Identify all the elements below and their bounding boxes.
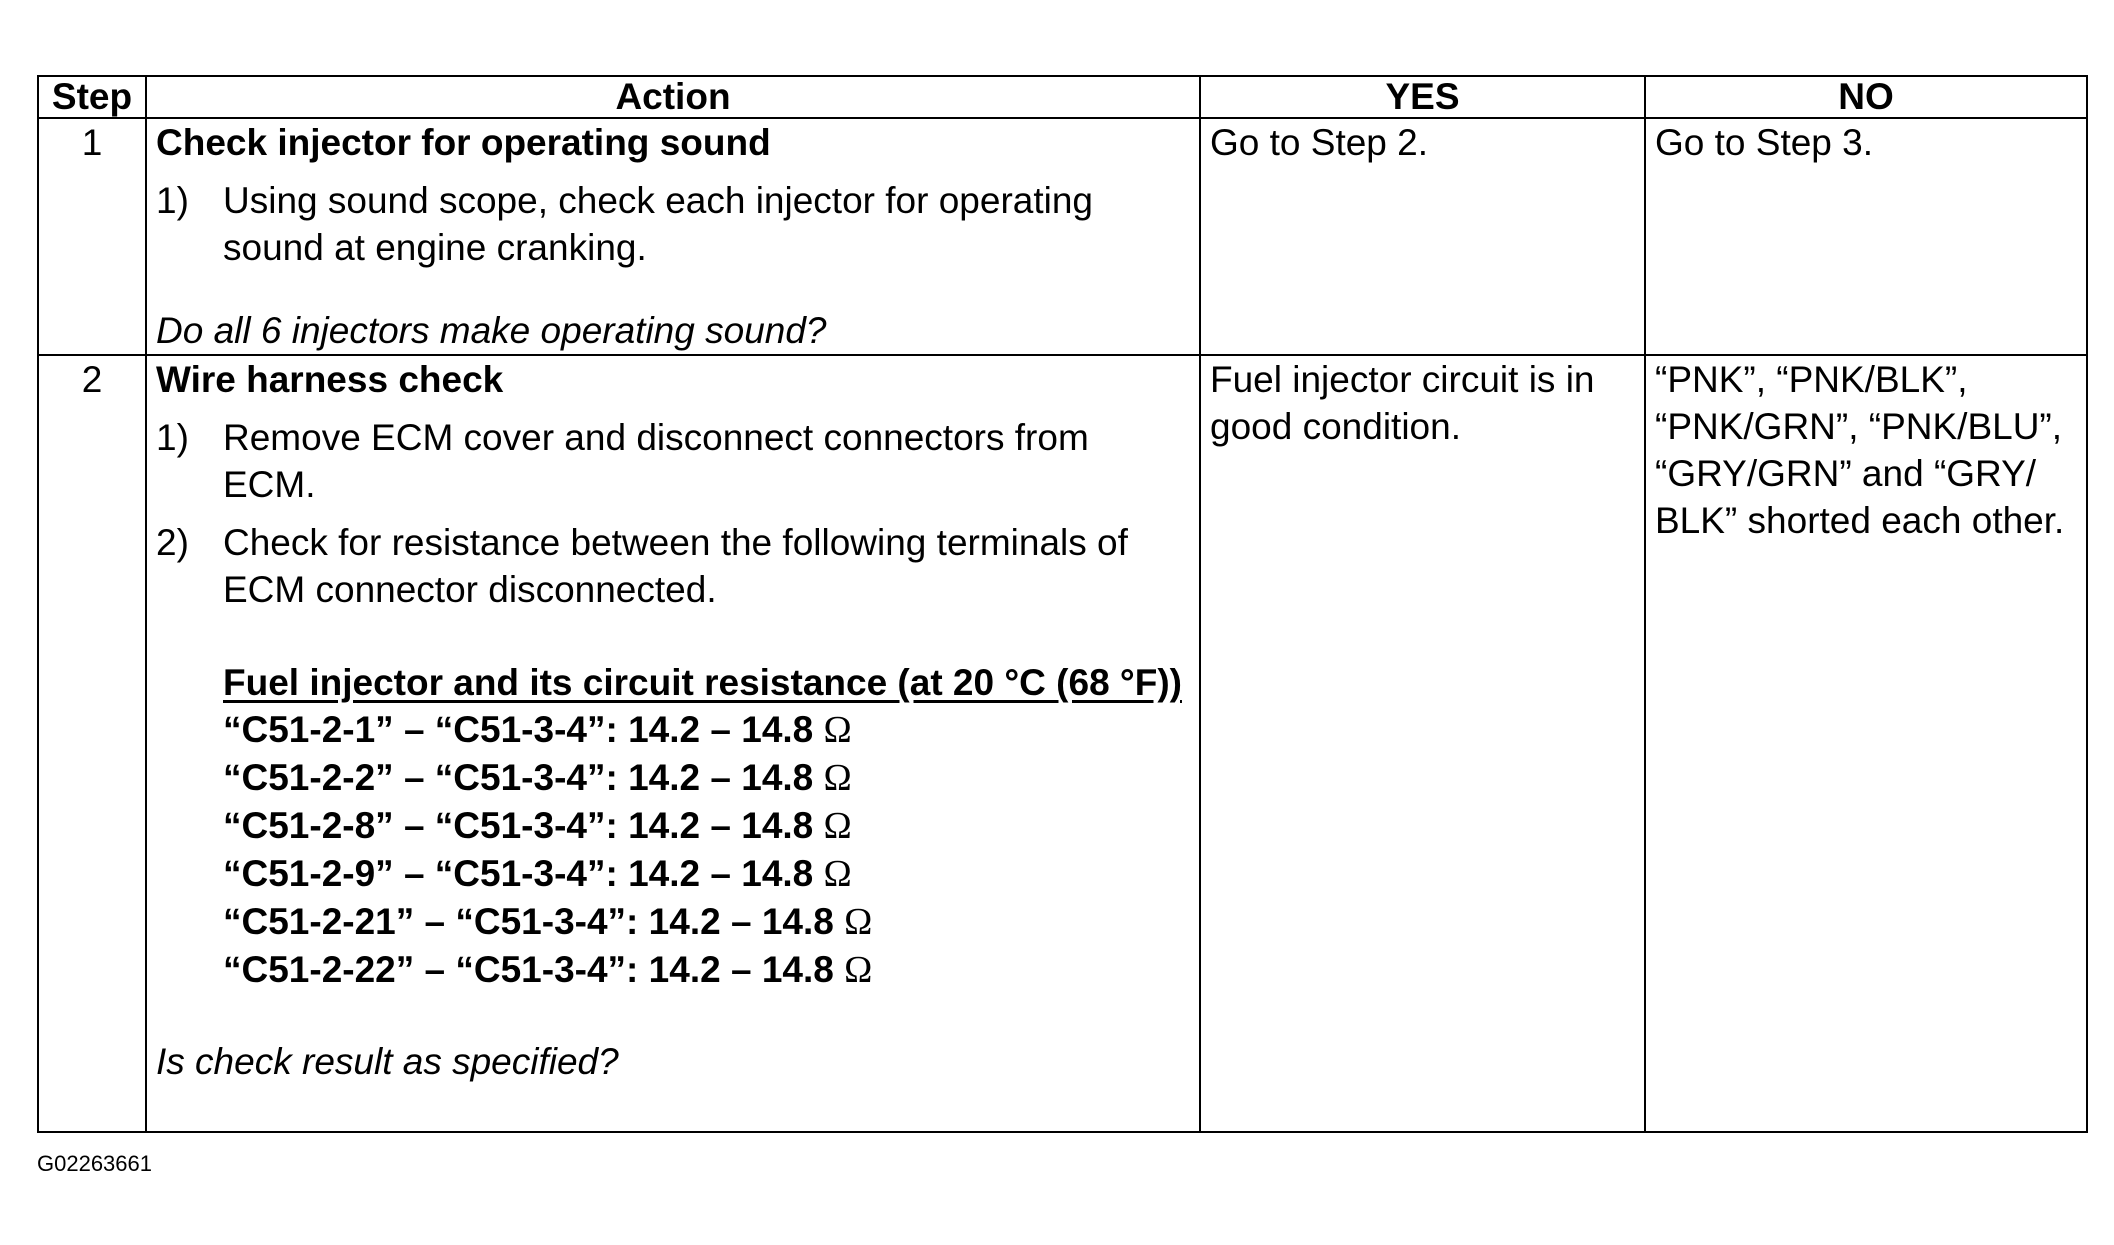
action-title: Wire harness check [156, 359, 504, 400]
figure-id: G02263661 [37, 1151, 152, 1176]
header-step: Step [38, 76, 146, 118]
ohm-unit: Ω [823, 805, 852, 847]
ohm-unit: Ω [823, 853, 852, 895]
spec-line-text: “C51-2-21” – “C51-3-4”: 14.2 – 14.8 [223, 901, 845, 942]
resistance-spec [223, 659, 1190, 994]
action-title: Check injector for operating sound [156, 122, 771, 163]
ohm-unit: Ω [844, 949, 873, 991]
substep-text: Check for resistance between the following terminals of ECM connector disconnected. [223, 522, 1128, 610]
substep [156, 414, 1190, 508]
spec-line-text: “C51-2-9” – “C51-3-4”: 14.2 – 14.8 [223, 853, 824, 894]
spec-title: Fuel injector and its circuit resistance (at 20 °C (68 °F)) [223, 662, 1182, 703]
ohm-unit: Ω [844, 901, 873, 943]
action-cell [146, 355, 1200, 1132]
header-action: Action [146, 76, 1200, 118]
ohm-unit: Ω [823, 757, 852, 799]
substep-number: 1) [156, 180, 189, 221]
action-cell [146, 118, 1200, 355]
no-cell: Go to Step 3. [1645, 118, 2087, 355]
spec-line [223, 946, 1190, 994]
substep-text: Using sound scope, check each injector for operating sound at engine cranking. [223, 180, 1094, 268]
spec-line-text: “C51-2-1” – “C51-3-4”: 14.2 – 14.8 [223, 709, 824, 750]
substep-number: 2) [156, 522, 189, 563]
substep [156, 519, 1190, 613]
header-yes: YES [1200, 76, 1645, 118]
action-question: Is check result as specified? [156, 1041, 619, 1082]
header-no: NO [1645, 76, 2087, 118]
diagnostic-table [37, 75, 2088, 1133]
table-row [38, 118, 2087, 355]
spec-line [223, 898, 1190, 946]
spec-line [223, 850, 1190, 898]
spec-line [223, 802, 1190, 850]
table-row [38, 355, 2087, 1132]
substep [156, 177, 1190, 271]
action-question: Do all 6 injectors make operating sound? [156, 310, 827, 351]
step-number: 2 [38, 355, 146, 1132]
step-number: 1 [38, 118, 146, 355]
spec-line [223, 706, 1190, 754]
spec-line-text: “C51-2-8” – “C51-3-4”: 14.2 – 14.8 [223, 805, 824, 846]
yes-cell: Go to Step 2. [1200, 118, 1645, 355]
spec-line-text: “C51-2-22” – “C51-3-4”: 14.2 – 14.8 [223, 949, 845, 990]
ohm-unit: Ω [823, 709, 852, 751]
substep-text: Remove ECM cover and disconnect connectors from ECM. [223, 417, 1089, 505]
table-header-row [38, 76, 2087, 118]
spec-line [223, 754, 1190, 802]
substep-number: 1) [156, 417, 189, 458]
no-cell: “PNK”, “PNK/BLK”, “PNK/GRN”, “PNK/BLU”, “GRY/GRN” and “GRY/ BLK” shorted each other. [1645, 355, 2087, 1132]
yes-cell: Fuel injector circuit is in good condition. [1200, 355, 1645, 1132]
spec-line-text: “C51-2-2” – “C51-3-4”: 14.2 – 14.8 [223, 757, 824, 798]
